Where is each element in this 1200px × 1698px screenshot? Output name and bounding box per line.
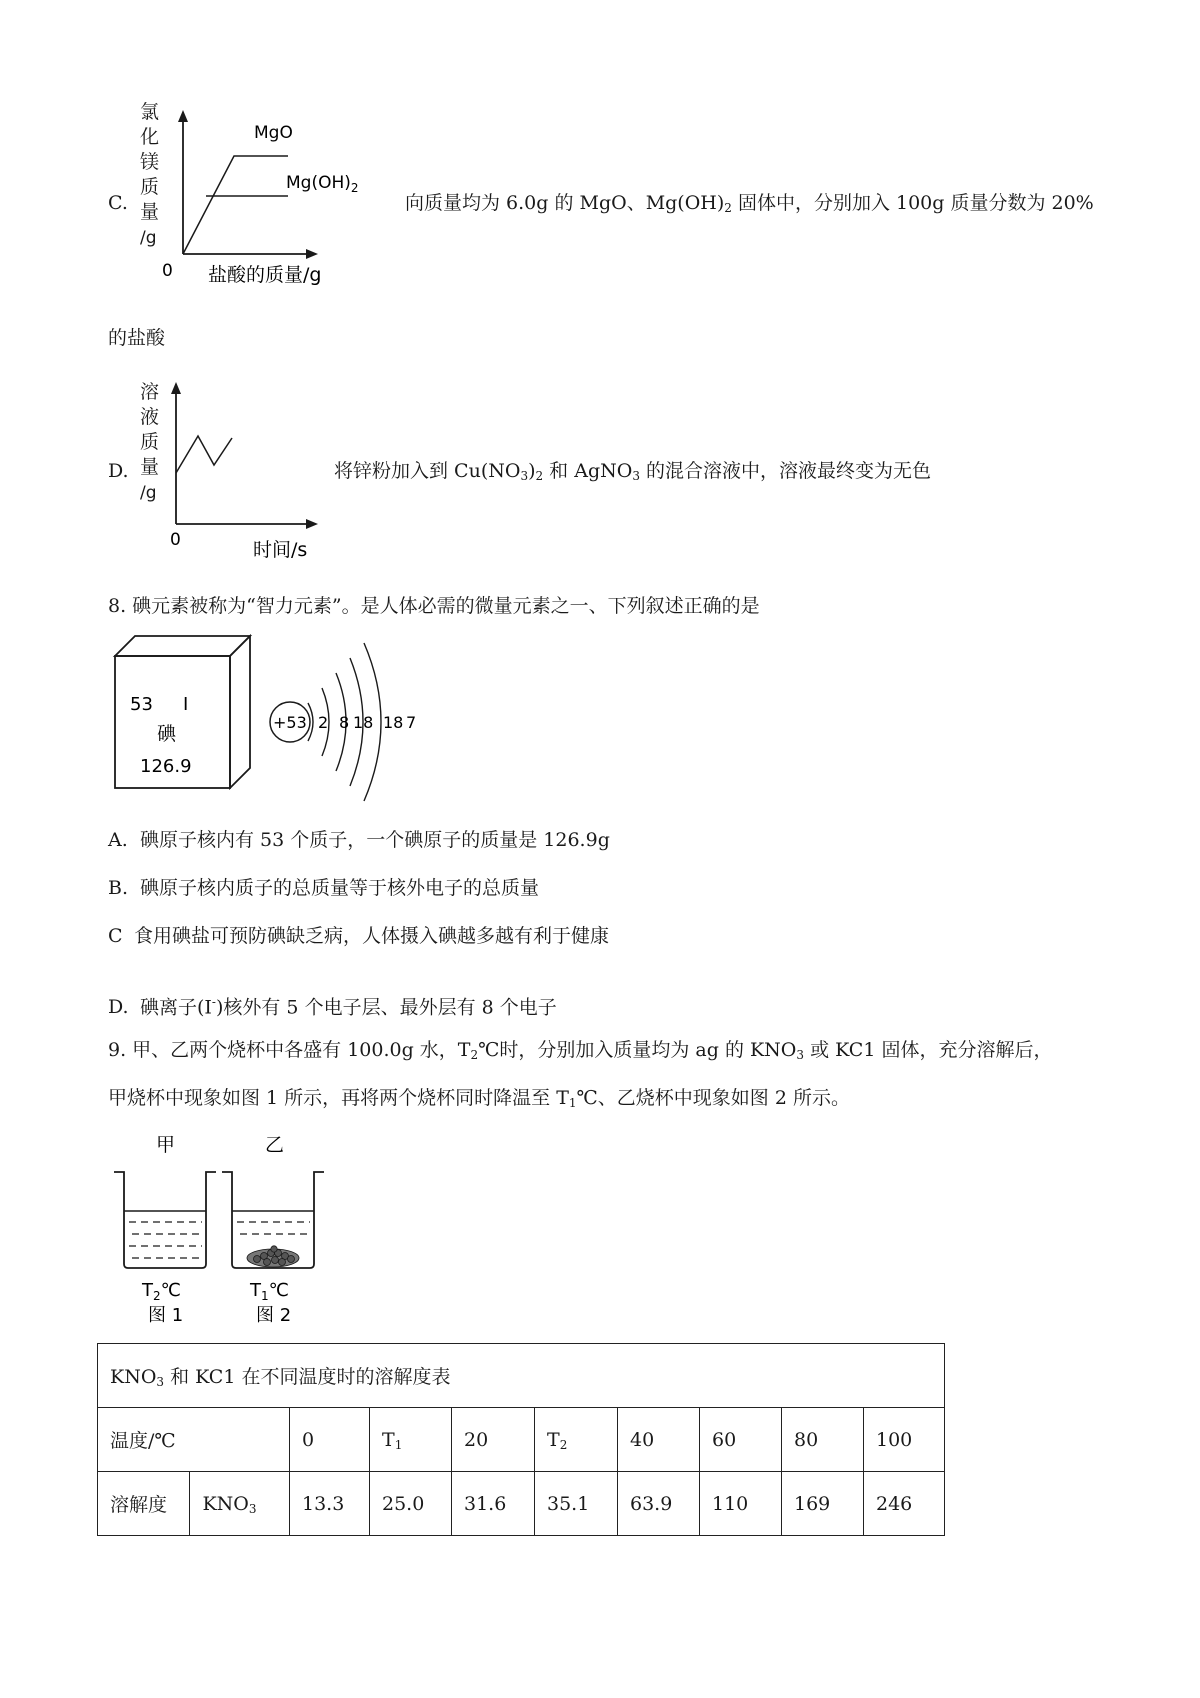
figure-label: 图 2 xyxy=(256,1305,292,1326)
iodine-diagram xyxy=(110,628,430,812)
solution-mass-line xyxy=(176,436,232,473)
table-cell: 63.9 xyxy=(618,1472,700,1536)
beaker-name: 乙 xyxy=(265,1134,285,1156)
beaker-figures xyxy=(112,1128,342,1328)
q9-stem-line2: 甲烧杯中现象如图 1 所示，再将两个烧杯同时降温至 $T_1℃$、乙烧杯中现象如图 2 所示。 xyxy=(108,1087,850,1110)
row-label: $KNO_3$ xyxy=(190,1472,290,1536)
q9-stem-line1: 9. 甲、乙两个烧杯中各盛有 100.0g 水，$T_2℃$时，分别加入质量均为 ag 的 $KNO_3$ 或 KC1 固体，充分溶解后， xyxy=(108,1039,1053,1062)
table-cell: $T_1$ xyxy=(370,1408,452,1472)
shell-electrons: 7 xyxy=(406,713,417,732)
beaker-2 xyxy=(222,1134,324,1326)
ylabel-char: 氯 xyxy=(140,101,160,123)
ylabel-char: /g xyxy=(140,483,157,503)
option-label: D. xyxy=(108,996,129,1019)
table-cell: 80 xyxy=(782,1408,864,1472)
option-d-label: D. xyxy=(108,460,129,482)
beaker-1 xyxy=(114,1134,216,1326)
option-c-text-cont: 的盐酸 xyxy=(108,327,166,349)
ylabel-char: 量 xyxy=(140,201,160,223)
shell-electrons: 2 xyxy=(318,713,329,732)
q8-option-b: B. 碘原子核内质子的总质量等于核外电子的总质量 xyxy=(108,877,540,899)
table-cell: 110 xyxy=(700,1472,782,1536)
atomic-mass: 126.9 xyxy=(140,756,192,777)
beaker-name: 甲 xyxy=(156,1134,176,1156)
mgo-line xyxy=(183,156,288,254)
y-axis-arrow xyxy=(171,382,181,394)
q8-option-d: D. 碘离子(I-)核外有 5 个电子层、最外层有 8 个电子 xyxy=(108,995,557,1019)
ylabel-char: 镁 xyxy=(140,151,160,173)
table-row xyxy=(98,1408,945,1472)
option-label: A. xyxy=(108,829,128,851)
table-cell: 246 xyxy=(864,1472,945,1536)
ylabel-char: /g xyxy=(140,228,157,248)
q8-option-a: A. 碘原子核内有 53 个质子，一个碘原子的质量是 126.9g xyxy=(108,829,610,851)
crystal-precipitate xyxy=(247,1246,299,1267)
table-cell: 169 xyxy=(782,1472,864,1536)
ylabel-char: 化 xyxy=(140,126,160,148)
shell-electrons: 18 xyxy=(383,713,404,732)
x-axis-label: 盐酸的质量/g xyxy=(208,264,322,286)
x-axis-arrow xyxy=(306,249,318,259)
table-title: $KNO_3$ 和 KC1 在不同温度时的溶解度表 xyxy=(98,1344,945,1408)
mgoh2-label: $Mg(OH)_2$ xyxy=(286,173,359,195)
table-cell: $T_2$ xyxy=(535,1408,618,1472)
shell-electrons: 8 xyxy=(339,713,350,732)
option-d-ylabel xyxy=(140,381,159,503)
table-cell: 20 xyxy=(452,1408,535,1472)
atomic-number: 53 xyxy=(130,694,153,715)
table-cell: 31.6 xyxy=(452,1472,535,1536)
option-c-ylabel xyxy=(140,101,159,248)
solubility-header: 溶解度 xyxy=(98,1472,190,1536)
liquid-dashes xyxy=(129,1222,202,1258)
table-cell: 13.3 xyxy=(290,1472,370,1536)
x-axis-arrow xyxy=(306,519,318,529)
q8-option-c: C 食用碘盐可预防碘缺乏病，人体摄入碘越多越有利于健康 xyxy=(108,925,610,947)
table-cell: 35.1 xyxy=(535,1472,618,1536)
solubility-table xyxy=(97,1343,945,1536)
temp-header: 温度/℃ xyxy=(98,1408,290,1472)
option-c-label: C. xyxy=(108,192,128,214)
option-label: B. xyxy=(108,877,129,899)
liquid-dashes xyxy=(237,1222,310,1234)
table-cell: 60 xyxy=(700,1408,782,1472)
option-c-graph xyxy=(138,96,398,300)
beaker-temp: $T_1℃$ xyxy=(250,1280,289,1303)
element-name: 碘 xyxy=(157,723,177,745)
origin-label: 0 xyxy=(170,530,181,550)
shell-electrons: 18 xyxy=(353,713,374,732)
ylabel-char: 量 xyxy=(140,456,160,478)
nucleus-charge: +53 xyxy=(273,713,307,732)
ylabel-char: 质 xyxy=(140,176,160,198)
table-cell: 0 xyxy=(290,1408,370,1472)
q8-stem: 8. 碘元素被称为“智力元素”。是人体必需的微量元素之一、下列叙述正确的是 xyxy=(108,595,760,617)
element-cube xyxy=(115,636,250,788)
x-axis-label: 时间/s xyxy=(253,539,308,561)
element-symbol: I xyxy=(183,694,189,715)
option-d-graph xyxy=(138,378,338,568)
mgo-label: MgO xyxy=(254,123,293,143)
ylabel-char: 溶 xyxy=(140,381,160,403)
beaker-temp: $T_2℃$ xyxy=(142,1280,181,1303)
figure-label: 图 1 xyxy=(148,1305,184,1326)
ylabel-char: 质 xyxy=(140,431,160,453)
ylabel-char: 液 xyxy=(140,406,160,428)
table-cell: 25.0 xyxy=(370,1472,452,1536)
table-row xyxy=(98,1472,945,1536)
table-cell: 40 xyxy=(618,1408,700,1472)
option-c-text: 向质量均为 6.0g 的 MgO、$Mg(OH)_2$ 固体中，分别加入 100g 质量分数为 20% xyxy=(405,192,1094,215)
y-axis-arrow xyxy=(178,110,188,122)
table-cell: 100 xyxy=(864,1408,945,1472)
origin-label: 0 xyxy=(162,261,173,281)
atom-structure xyxy=(270,643,416,801)
option-label: C xyxy=(108,925,123,947)
option-d-text: 将锌粉加入到 $Cu(NO_3)_2$ 和 AgNO$_3$ 的混合溶液中，溶液最终变为无色 xyxy=(334,460,931,483)
